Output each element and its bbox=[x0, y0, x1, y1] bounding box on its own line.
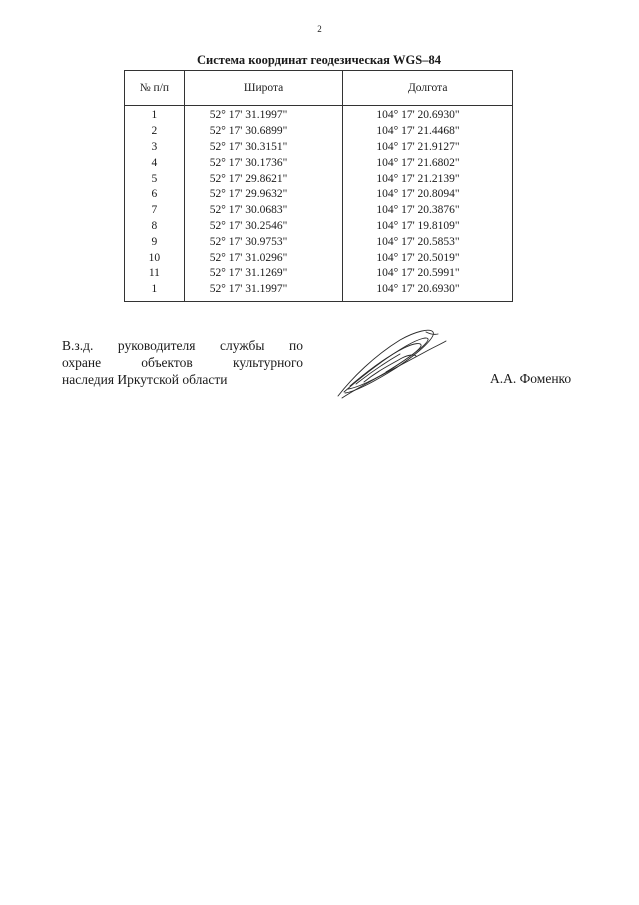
table-row bbox=[125, 234, 513, 250]
table-row bbox=[125, 106, 513, 124]
row-number: 1 bbox=[125, 106, 185, 124]
row-number: 3 bbox=[125, 140, 185, 156]
table-row bbox=[125, 171, 513, 187]
row-number: 7 bbox=[125, 203, 185, 219]
handwritten-signature bbox=[330, 326, 450, 401]
row-latitude: 52° 17' 31.1997" bbox=[184, 282, 343, 301]
table-title: Система координат геодезическая WGS–84 bbox=[197, 53, 441, 67]
row-longitude: 104° 17' 21.9127" bbox=[343, 140, 513, 156]
table-row bbox=[125, 155, 513, 171]
row-longitude: 104° 17' 20.6930" bbox=[343, 282, 513, 301]
row-latitude: 52° 17' 30.2546" bbox=[184, 219, 343, 235]
table-row bbox=[125, 266, 513, 282]
row-longitude: 104° 17' 20.5019" bbox=[343, 250, 513, 266]
signer-name: А.А. Фоменко bbox=[490, 371, 572, 386]
table-header-row bbox=[125, 71, 513, 106]
row-number: 11 bbox=[125, 266, 185, 282]
row-latitude: 52° 17' 29.8621" bbox=[184, 171, 343, 187]
table-body bbox=[125, 106, 513, 302]
row-latitude: 52° 17' 31.1997" bbox=[184, 106, 343, 124]
row-longitude: 104° 17' 20.5991" bbox=[343, 266, 513, 282]
row-latitude: 52° 17' 30.1736" bbox=[184, 155, 343, 171]
row-latitude: 52° 17' 30.6899" bbox=[184, 124, 343, 140]
table-row bbox=[125, 140, 513, 156]
header-latitude: Широта bbox=[184, 71, 343, 106]
position-line: В.з.д. руководителя службы по bbox=[62, 338, 303, 353]
signer-position bbox=[62, 337, 303, 388]
row-longitude: 104° 17' 21.4468" bbox=[343, 124, 513, 140]
row-number: 9 bbox=[125, 234, 185, 250]
row-longitude: 104° 17' 20.3876" bbox=[343, 203, 513, 219]
position-line: наследия Иркутской области bbox=[62, 372, 228, 387]
coordinates-table bbox=[124, 70, 513, 302]
row-number: 5 bbox=[125, 171, 185, 187]
row-number: 4 bbox=[125, 155, 185, 171]
row-longitude: 104° 17' 19.8109" bbox=[343, 219, 513, 235]
row-number: 1 bbox=[125, 282, 185, 301]
position-line: охране объектов культурного bbox=[62, 355, 303, 370]
table-row bbox=[125, 219, 513, 235]
row-number: 8 bbox=[125, 219, 185, 235]
row-latitude: 52° 17' 31.1269" bbox=[184, 266, 343, 282]
row-longitude: 104° 17' 20.8094" bbox=[343, 187, 513, 203]
row-number: 2 bbox=[125, 124, 185, 140]
row-latitude: 52° 17' 30.0683" bbox=[184, 203, 343, 219]
table-row bbox=[125, 282, 513, 301]
table-row bbox=[125, 124, 513, 140]
header-longitude: Долгота bbox=[343, 71, 513, 106]
page-number: 2 bbox=[317, 24, 322, 34]
row-latitude: 52° 17' 30.9753" bbox=[184, 234, 343, 250]
table-row bbox=[125, 250, 513, 266]
row-latitude: 52° 17' 30.3151" bbox=[184, 140, 343, 156]
row-longitude: 104° 17' 21.6802" bbox=[343, 155, 513, 171]
row-latitude: 52° 17' 31.0296" bbox=[184, 250, 343, 266]
table-row bbox=[125, 187, 513, 203]
row-longitude: 104° 17' 21.2139" bbox=[343, 171, 513, 187]
row-number: 6 bbox=[125, 187, 185, 203]
row-longitude: 104° 17' 20.6930" bbox=[343, 106, 513, 124]
row-longitude: 104° 17' 20.5853" bbox=[343, 234, 513, 250]
header-num: № п/п bbox=[125, 71, 185, 106]
row-latitude: 52° 17' 29.9632" bbox=[184, 187, 343, 203]
row-number: 10 bbox=[125, 250, 185, 266]
table-row bbox=[125, 203, 513, 219]
